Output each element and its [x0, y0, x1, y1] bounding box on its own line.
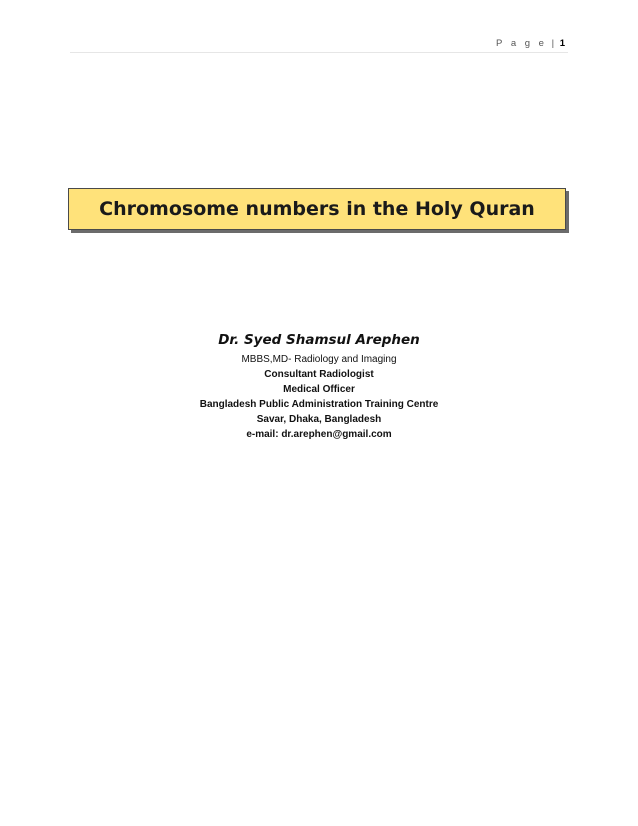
author-position: Consultant Radiologist — [264, 369, 374, 380]
author-role: Medical Officer — [283, 384, 355, 395]
page-separator: | — [551, 38, 555, 49]
title-box — [68, 188, 566, 230]
document-title: Chromosome numbers in the Holy Quran — [99, 198, 535, 220]
page-label: P a g e — [496, 38, 547, 49]
author-name: Dr. Syed Shamsul Arephen — [218, 332, 420, 348]
author-block — [0, 332, 638, 442]
header-divider — [70, 52, 568, 53]
page-number: 1 — [559, 38, 565, 49]
author-location: Savar, Dhaka, Bangladesh — [256, 414, 382, 425]
author-email: e-mail: dr.arephen@gmail.com — [246, 429, 392, 440]
author-degrees: MBBS,MD- Radiology and Imaging — [241, 354, 397, 365]
page-header — [496, 38, 565, 49]
author-institution: Bangladesh Public Administration Training Centre — [199, 399, 439, 410]
